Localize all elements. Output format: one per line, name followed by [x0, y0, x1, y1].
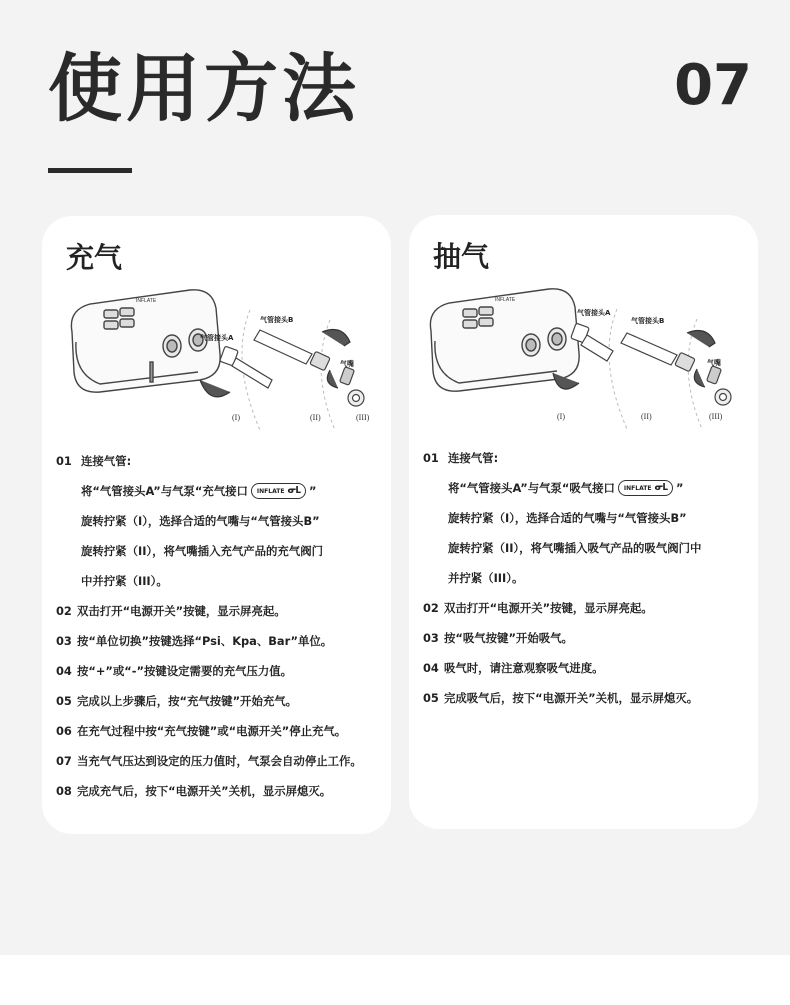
step-text: 中并拧紧（III）。: [81, 574, 168, 588]
step-number: 01: [423, 451, 439, 465]
title-underline: [48, 168, 132, 173]
inflate-port-glyph: ᓂᒪ: [287, 486, 300, 496]
step-text: 旋转拧紧（II），将气嘴插入吸气产品的吸气阀门中: [448, 541, 702, 555]
step-number: 04: [56, 664, 72, 678]
inflate-port-icon: [251, 483, 306, 499]
stage-label-ii: (II): [310, 413, 321, 422]
deflate-illustration: [427, 279, 747, 439]
step-text: 将“气管接头A”与气泵“充气接口: [81, 484, 248, 498]
step-item: [56, 506, 384, 536]
step-number: 07: [56, 754, 72, 768]
step-item: [423, 503, 751, 533]
step-text: 旋转拧紧（I），选择合适的气嘴与“气管接头B”: [81, 514, 320, 528]
label-connector-a: 气管接头A: [577, 309, 611, 317]
step-text: 双击打开“电源开关”按键，显示屏亮起。: [444, 601, 653, 615]
step-number: 03: [423, 631, 439, 645]
pump-device: [71, 290, 220, 392]
pump-brand-label: INFLATE: [136, 298, 157, 304]
step-item: [423, 443, 751, 473]
step-text: ”: [309, 484, 317, 498]
inflate-illustration: [60, 280, 380, 440]
step-item: [56, 776, 384, 806]
step-text: 连接气管:: [81, 454, 132, 468]
deflate-card: [409, 215, 758, 829]
step-item: [423, 683, 751, 713]
step-number: 02: [56, 604, 72, 618]
connector-b: [254, 330, 350, 371]
step-item: [56, 596, 384, 626]
label-connector-b: 气管接头B: [631, 317, 665, 325]
step-item: [56, 536, 384, 566]
step-item: [56, 446, 384, 476]
step-text: 完成以上步骤后，按“充气按键”开始充气。: [77, 694, 298, 708]
pump-brand-label: INFLATE: [495, 297, 516, 303]
step-text: 旋转拧紧（II），将气嘴插入充气产品的充气阀门: [81, 544, 323, 558]
step-item: [56, 746, 384, 776]
step-text: 吸气时，请注意观察吸气进度。: [444, 661, 604, 675]
page-title: 使用方法: [48, 46, 360, 132]
step-item: [423, 563, 751, 593]
stage-label-i: (I): [232, 413, 240, 422]
step-item: [56, 476, 384, 506]
step-text: 旋转拧紧（I），选择合适的气嘴与“气管接头B”: [448, 511, 687, 525]
step-text: 完成吸气后，按下“电源开关”关机，显示屏熄灭。: [444, 691, 699, 705]
step-text: 当充气气压达到设定的压力值时，气泵会自动停止工作。: [77, 754, 362, 768]
step-item: [56, 566, 384, 596]
step-item: [423, 473, 751, 503]
step-text: 完成充气后，按下“电源开关”关机，显示屏熄灭。: [77, 784, 332, 798]
label-connector-a: 气管接头A: [200, 334, 234, 342]
nozzle: [694, 366, 731, 405]
step-text: 按“吸气按键”开始吸气。: [444, 631, 573, 645]
suction-port-label: INFLATE: [623, 484, 652, 492]
step-text: 在充气过程中按“充气按键”或“电源开关”停止充气。: [77, 724, 347, 738]
suction-port-icon: [618, 480, 673, 496]
connector-b: [621, 331, 715, 372]
stage-label-ii: (II): [641, 412, 652, 421]
step-text: 连接气管:: [448, 451, 499, 465]
step-item: [423, 533, 751, 563]
inflate-port-label: INFLATE: [256, 487, 285, 495]
step-number: 05: [56, 694, 72, 708]
stage-label-iii: (III): [356, 413, 370, 422]
step-item: [56, 626, 384, 656]
deflate-steps: [423, 443, 751, 713]
step-text: 双击打开“电源开关”按键，显示屏亮起。: [77, 604, 286, 618]
inflate-steps: [56, 446, 384, 806]
step-text: 按“+”或“-”按键设定需要的充气压力值。: [77, 664, 293, 678]
step-item: [56, 686, 384, 716]
stage-label-iii: (III): [709, 412, 723, 421]
step-item: [56, 656, 384, 686]
step-number: 08: [56, 784, 72, 798]
inflate-card-title: 充气: [66, 241, 123, 274]
step-number: 03: [56, 634, 72, 648]
deflate-card-title: 抽气: [433, 240, 490, 273]
label-nozzle: 气嘴: [340, 360, 354, 368]
step-number: 05: [423, 691, 439, 705]
nozzle: [327, 367, 364, 406]
step-item: [423, 593, 751, 623]
step-number: 01: [56, 454, 72, 468]
step-text: 并拧紧（III）。: [448, 571, 524, 585]
step-number: 02: [423, 601, 439, 615]
step-item: [423, 653, 751, 683]
step-item: [423, 623, 751, 653]
step-text: ”: [676, 481, 684, 495]
step-number: 06: [56, 724, 72, 738]
step-text: 将“气管接头A”与气泵“吸气接口: [448, 481, 615, 495]
suction-port-glyph: ᓂᒪ: [654, 483, 667, 493]
page-number: 07: [674, 53, 752, 118]
step-number: 04: [423, 661, 439, 675]
label-connector-b: 气管接头B: [260, 316, 294, 324]
step-text: 按“单位切换”按键选择“Psi、Kpa、Bar”单位。: [77, 634, 333, 648]
stage-label-i: (I): [557, 412, 565, 421]
label-nozzle: 气嘴: [707, 359, 721, 367]
divider-line: [609, 309, 627, 429]
inflate-card: [42, 216, 391, 834]
bottom-band: [0, 955, 790, 1005]
step-item: [56, 716, 384, 746]
